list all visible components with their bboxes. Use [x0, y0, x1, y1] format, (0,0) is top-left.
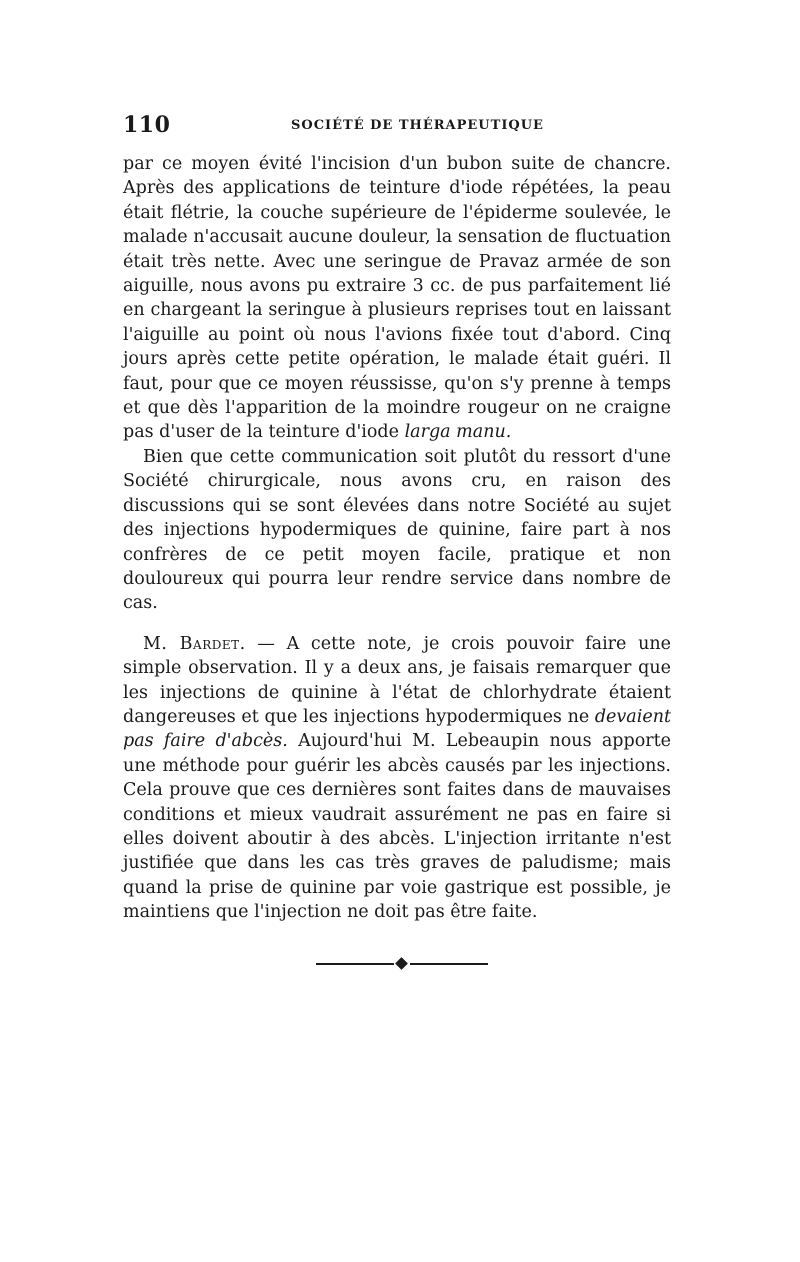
paragraph-3-text-a: — A cette note, je crois pouvoir faire une simple observation. Il y a deux ans, je faisais remarquer que les injections de quinine à l'état de chlorhydrate étaient dangereuses et que les injections hypodermiques ne: [123, 633, 671, 727]
ornament-rule-left: [316, 963, 394, 965]
body-text: [123, 152, 671, 925]
paragraph-1-italic: larga manu.: [404, 422, 512, 443]
rule-diamond-ornament-icon: [316, 956, 488, 972]
paragraph-1-text: par ce moyen évité l'incision d'un bubon suite de chancre. Après des applications de teinture d'iode répétées, la peau était flétrie, la couche supérieure de l'épiderme soulevée, le malade n'accusait aucune douleur, la sensation de fluctuation était très nette. Avec une seringue de Pravaz armée de son aiguille, nous avons pu extraire 3 cc. de pus parfaitement lié en chargeant la seringue à plusieurs reprises tout en laissant l'aiguille au point où nous l'avions fixée tout d'abord. Cinq jours après cette petite opération, le malade était guéri. Il faut, pour que ce moyen réussisse, qu'on s'y prenne à temps et que dès l'apparition de la moindre rougeur on ne craigne pas d'user de la teinture d'iode: [123, 154, 671, 443]
paragraph-3-italic: devaient pas faire d'abcès.: [123, 706, 671, 752]
page-header: [123, 112, 679, 144]
running-title: SOCIÉTÉ DE THÉRAPEUTIQUE: [291, 118, 544, 133]
paragraph-2-text: Bien que cette communication soit plutôt du ressort d'une Société chirurgicale, nous avons cru, en raison des discussions qui se sont élevées dans notre Société au sujet des injections hypodermiques de quinine, faire part à nos confrères de ce petit moyen facile, pratique et non douloureux qui pourra leur rendre service dans nombre de cas.: [123, 446, 671, 614]
paragraph-continuation: [123, 152, 671, 445]
paragraph-communication: [123, 445, 671, 616]
paragraph-bardet: [123, 632, 671, 925]
ornament-rule-right: [410, 963, 488, 965]
ornament-diamond: [395, 957, 408, 970]
speaker-name: M. Bardet.: [143, 633, 246, 654]
paragraph-3-text-b: Aujourd'hui M. Lebeaupin nous apporte une méthode pour guérir les abcès causés par les injections. Cela prouve que ces dernières sont faites dans de mauvaises conditions et mieux vaudrait assurément ne pas en faire si elles doivent aboutir à des abcès. L'injection irritante n'est justifiée que dans les cas très graves de paludisme; mais quand la prise de quinine par voie gastrique est possible, je maintiens que l'injection ne doit pas être faite.: [123, 731, 671, 923]
page-number: 110: [123, 112, 171, 138]
